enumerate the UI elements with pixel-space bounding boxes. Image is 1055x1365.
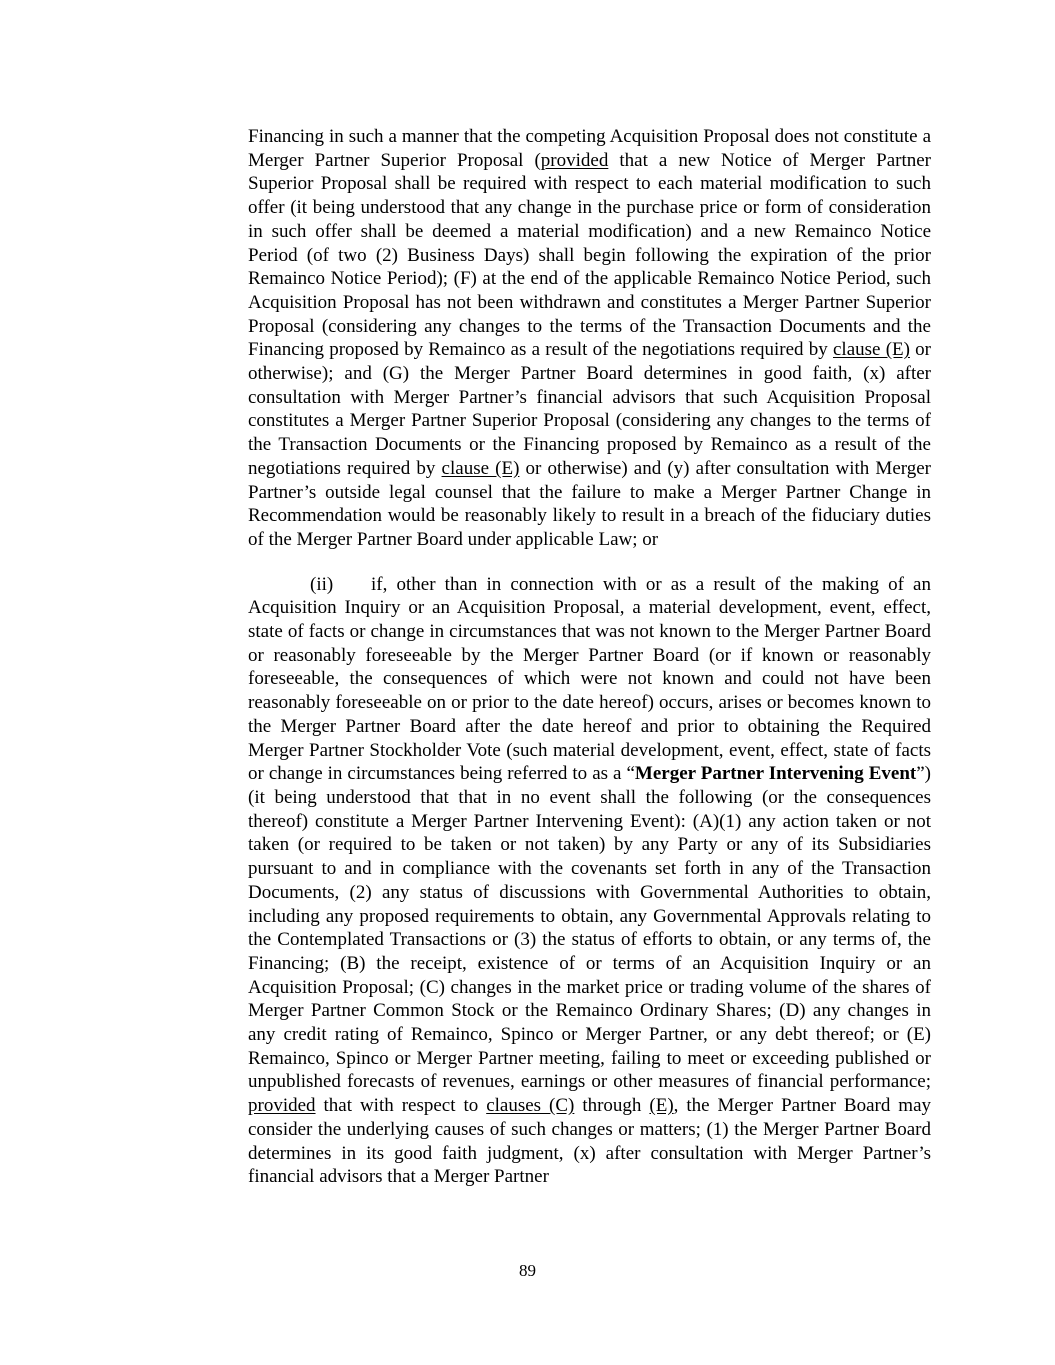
clause-reference: clause (E) (441, 457, 520, 479)
page-number: 89 (519, 1261, 536, 1280)
clause-reference: clauses (C) (486, 1095, 575, 1117)
paragraph-text: or otherwise) and (y) after consultation with Merger Partner’s outside legal counsel that the failure to make a Merger Partner Change in Recommendation would be reasonably likely to result in a breach of the fiduciary duties of the Merger Partner Board under applicable Law; or (248, 457, 931, 550)
defined-term: Merger Partner Intervening Event (634, 763, 917, 785)
clause-reference: clause (E) (833, 339, 910, 361)
paragraph-ii (248, 573, 931, 1189)
paragraph-text: that with respect to (315, 1095, 487, 1117)
paragraph-text: Financing in such a manner that the competing Acquisition Proposal does not constitute a Merger Partner Superior Proposal ( (248, 126, 931, 171)
paragraph-text: or otherwise); and (G) the Merger Partner Board determines in good faith, (x) after consultation with Merger Partner’s financial advisors that such Acquisition Proposal constitutes a Merger Partner Superior Proposal (considering any changes to the terms of the Transaction Documents or the Financing proposed by Remainco as a result of the negotiations required by (248, 339, 931, 479)
paragraph-text: through (574, 1095, 650, 1117)
enumeration-label: (ii) (310, 573, 334, 595)
paragraph-text: ”) (it being understood that that in no event shall the following (or the consequences thereof) constitute a Merger Partner Intervening Event): (A)(1) any action taken or not taken (or required to be taken or not taken) by any Party or any of its Subsidiaries pursuant to and in compliance with the covenants set forth in any of the Transaction Documents, (2) any status of discussions with Governmental Authorities to obtain, including any proposed requirements to obtain, any Governmental Approvals relating to the Contemplated Transactions or (3) the status of efforts to obtain, or any terms of, the Financing; (B) the receipt, existence of or terms of an Acquisition Inquiry or an Acquisition Proposal; (C) changes in the market price or trading volume of the shares of Merger Partner Common Stock or the Remainco Ordinary Shares; (D) any changes in any credit rating of Remainco, Spinco or Merger Partner, or any debt thereof; or (E) Remainco, Spinco or Merger Partner meeting, failing to meet or exceeding published or unpublished forecasts of revenues, earnings or other measures of financial performance; (248, 763, 931, 1093)
clause-reference: (E) (649, 1095, 674, 1117)
document-body (248, 125, 931, 1189)
paragraph-continuation (248, 125, 931, 552)
underlined-term: provided (540, 149, 609, 171)
paragraph-text: , the Merger Partner Board may consider the underlying causes of such changes or matters; (1) the Merger Partner Board determines in its good faith judgment, (x) after consultation with Merger Partner’s financial advisors that a Merger Partner (248, 1095, 931, 1188)
paragraph-text: if, other than in connection with or as a result of the making of an Acquisition Inquiry or an Acquisition Proposal, a material development, event, effect, state of facts or change in circumstances that was not known to the Merger Partner Board or reasonably foreseeable by the Merger Partner Board (or if known or reasonably foreseeable, the consequences of which were not known and could not have been reasonably foreseeable on or prior to the date hereof) occurs, arises or becomes known to the Merger Partner Board after the date hereof and prior to obtaining the Required Merger Partner Stockholder Vote (such material development, event, effect, state of facts or change in circumstances being referred to as a “ (248, 573, 931, 785)
underlined-term: provided (248, 1095, 316, 1117)
paragraph-text: that a new Notice of Merger Partner Superior Proposal shall be required with respect to each material modification to such offer (it being understood that any change in the purchase price or form of consideration in such offer shall be deemed a material modification) and a new Remainco Notice Period (of two (2) Business Days) shall begin following the expiration of the prior Remainco Notice Period); (F) at the end of the applicable Remainco Notice Period, such Acquisition Proposal has not been withdrawn and constitutes a Merger Partner Superior Proposal (considering any changes to the terms of the Transaction Documents and the Financing proposed by Remainco as a result of the negotiations required by (248, 149, 931, 361)
